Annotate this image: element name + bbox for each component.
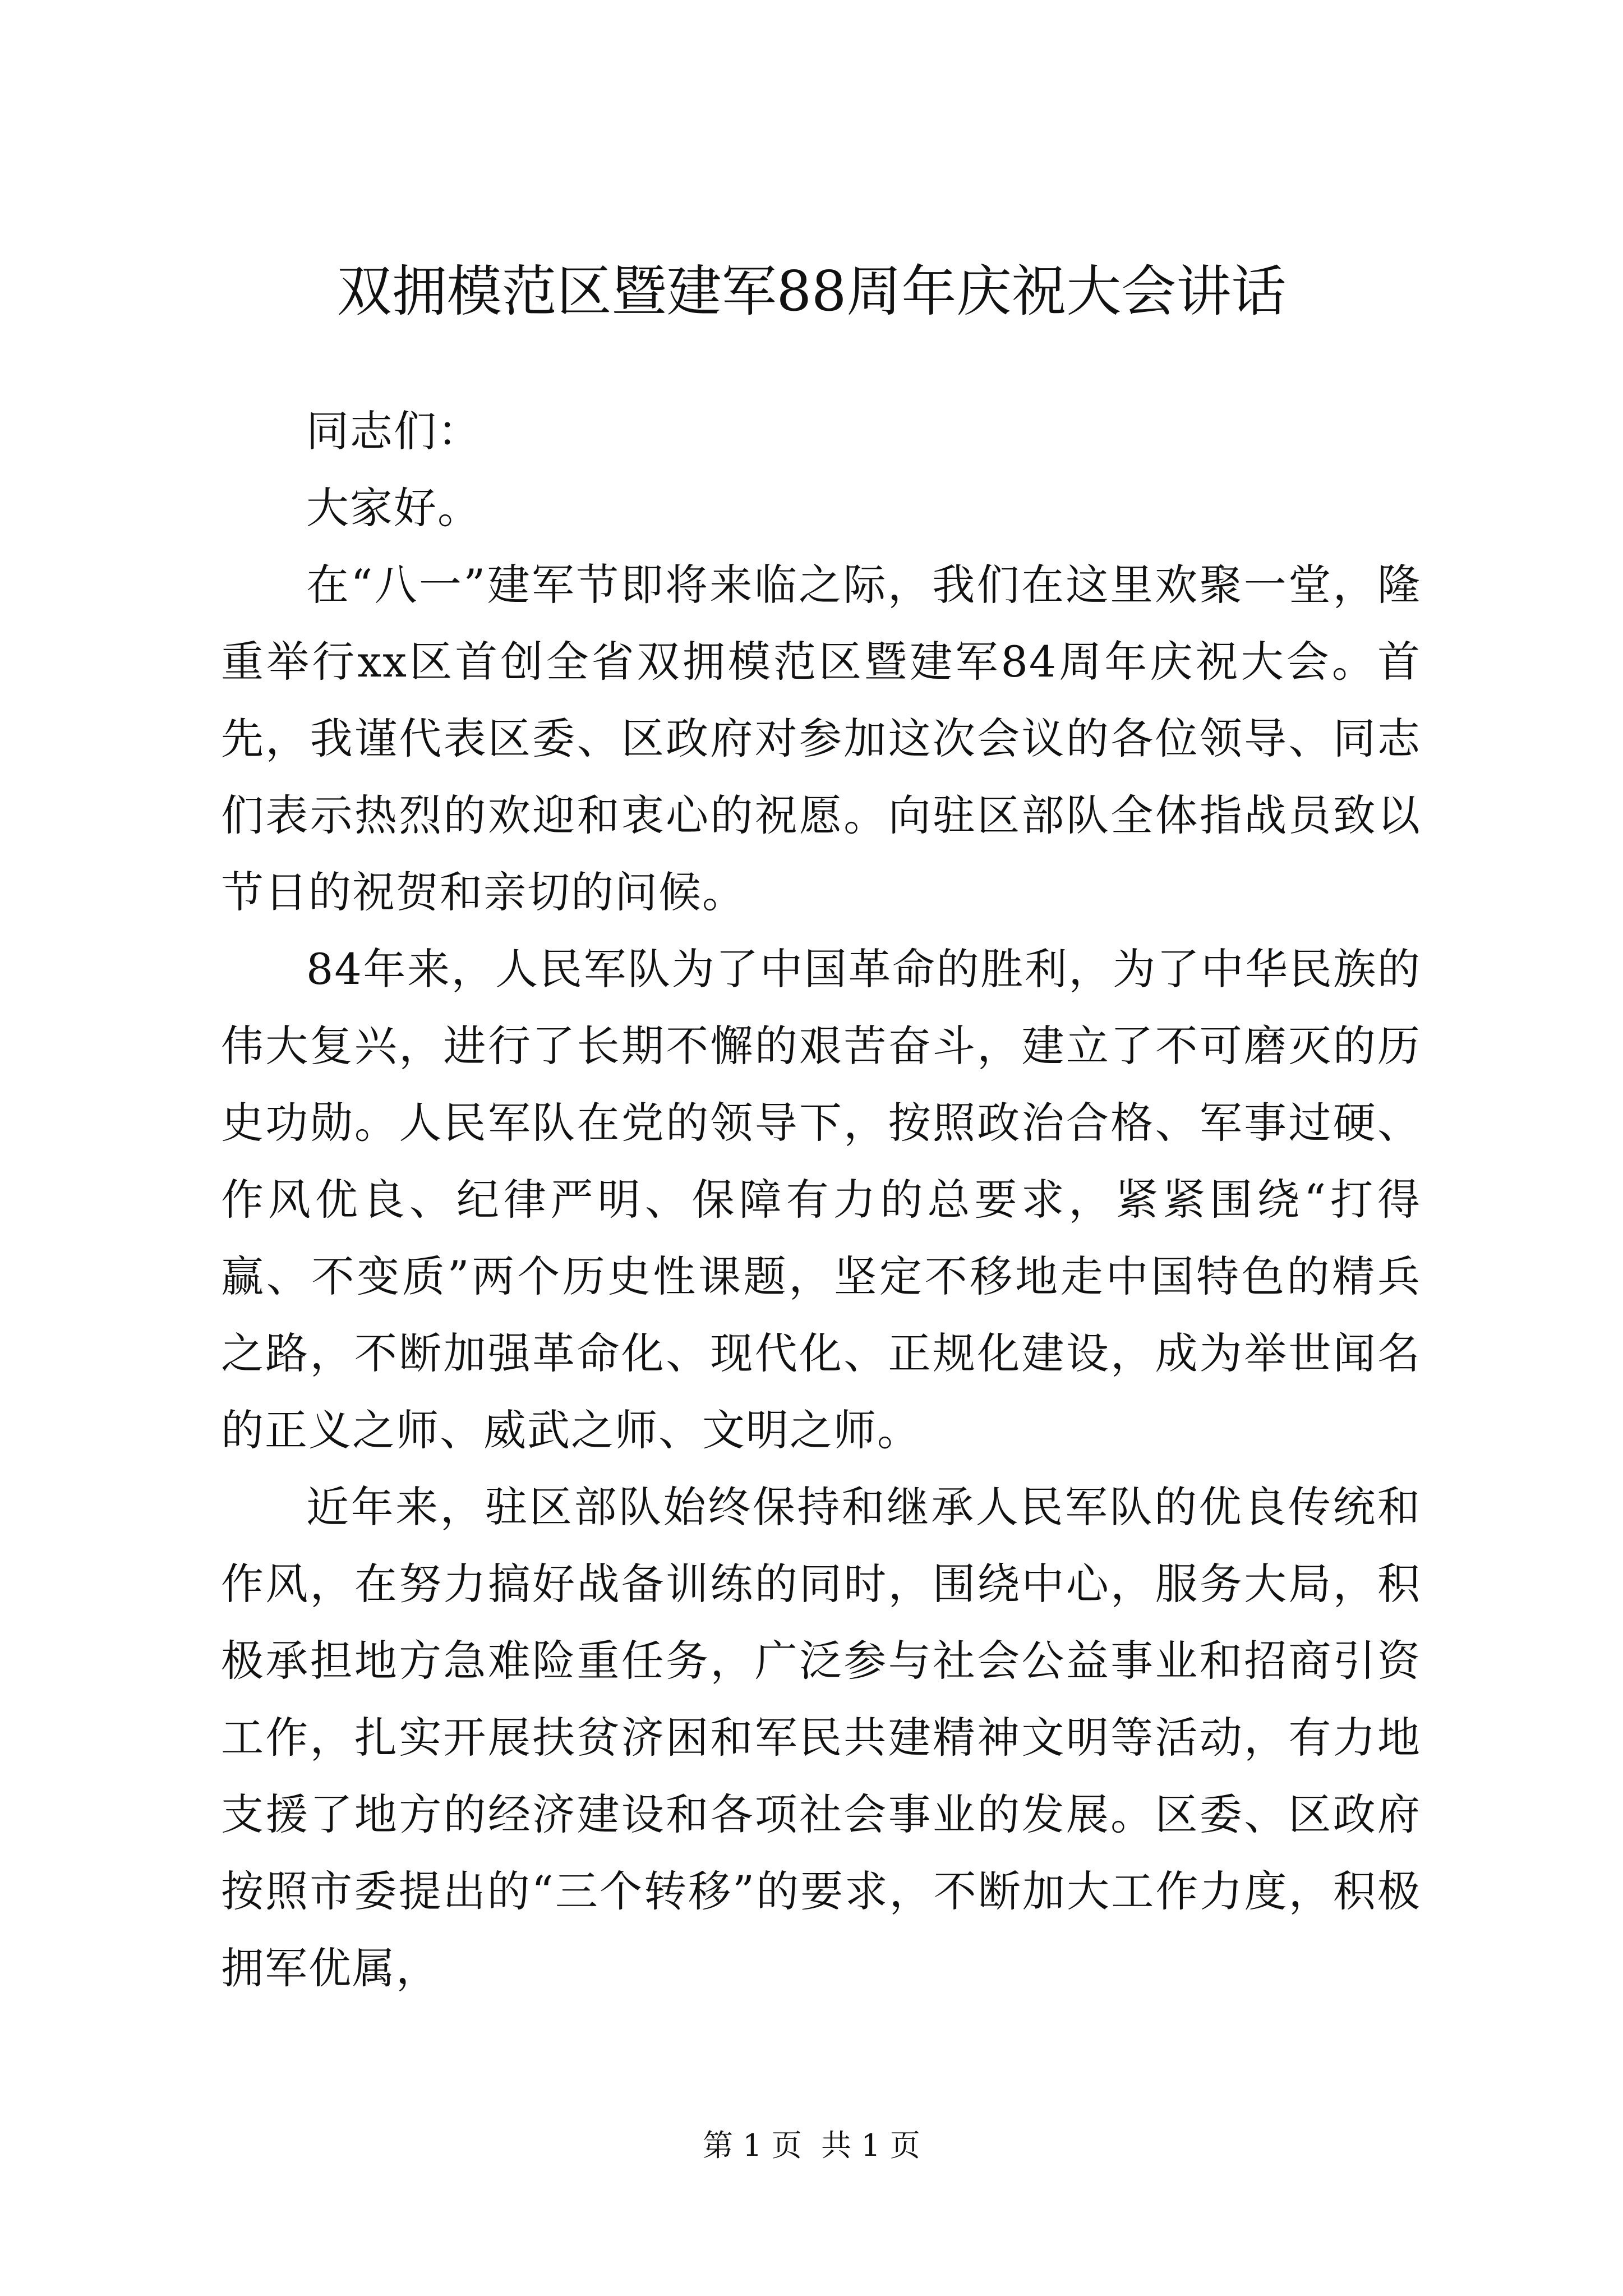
- greeting: 大家好。: [306, 483, 481, 533]
- paragraph-2: 84年来，人民军队为了中国革命的胜利，为了中华民族的伟大复兴，进行了长期不懈的艰苦奋斗，建立了不可磨灭的历史功勋。人民军队在党的领导下，按照政治合格、军事过硬、作风优良、纪律严明、保障有力的总要求，紧紧围绕“打得赢、不变质”两个历史性课题，坚定不移地走中国特色的精兵之路，不断加强革命化、现代化、正规化建设，成为举世闻名的正义之师、威武之师、文明之师。: [221, 944, 1421, 1455]
- document-title: 双拥模范区暨建军88周年庆祝大会讲话: [336, 260, 1287, 324]
- paragraph-1: 在“八一”建军节即将来临之际，我们在这里欢聚一堂，隆重举行xx区首创全省双拥模范区暨建军84周年庆祝大会。首先，我谨代表区委、区政府对参加这次会议的各位领导、同志们表示热烈的欢迎和衷心的祝愿。向驻区部队全体指战员致以节日的祝贺和亲切的问候。: [221, 560, 1421, 917]
- paragraph-3: 近年来，驻区部队始终保持和继承人民军队的优良传统和作风，在努力搞好战备训练的同时，围绕中心，服务大局，积极承担地方急难险重任务，广泛参与社会公益事业和招商引资工作，扎实开展扶贫济困和军民共建精神文明等活动，有力地支援了地方的经济建设和各项社会事业的发展。区委、区政府按照市委提出的“三个转移”的要求，不断加大工作力度，积极拥军优属，: [221, 1482, 1421, 1993]
- salutation: 同志们：: [306, 406, 481, 456]
- document-body: [221, 393, 1421, 2007]
- page-number-footer: 第 1 页 共 1 页: [703, 2128, 920, 2163]
